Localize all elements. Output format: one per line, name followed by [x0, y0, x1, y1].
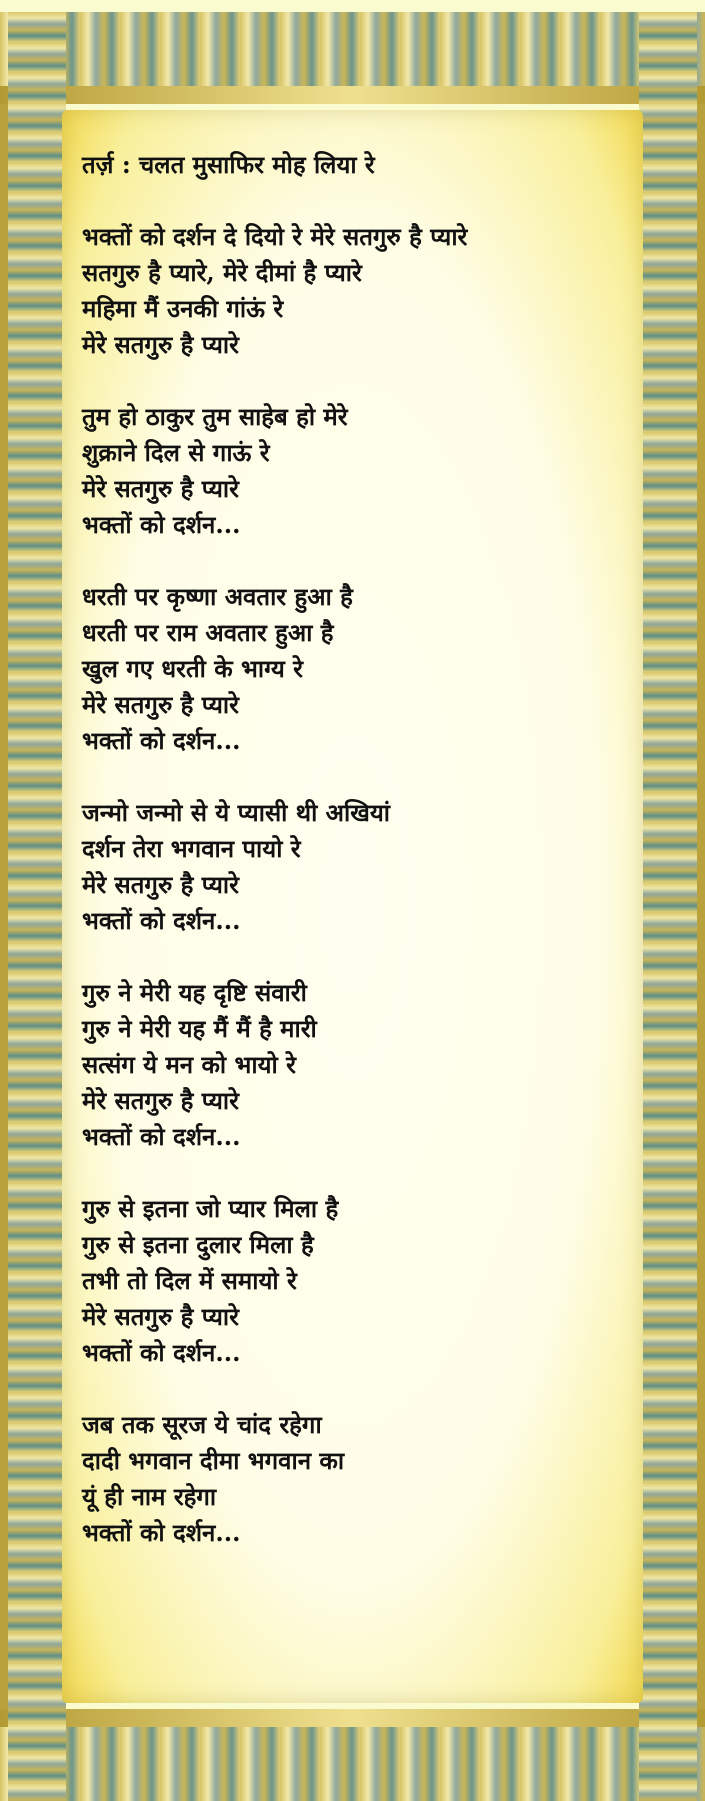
lyric-line: गुरु से इतना दुलार मिला है [82, 1230, 314, 1259]
frame-bottom-ornament [0, 1709, 705, 1801]
lyric-line: मेरे सतगुरु है प्यारे [82, 474, 239, 503]
lyric-line: मेरे सतगुरु है प्यारे [82, 690, 239, 719]
lyric-line: मेरे सतगुरु है प्यारे [82, 870, 239, 899]
lyric-line: दादी भगवान दीमा भगवान का [82, 1446, 345, 1475]
lyric-line: गुरु से इतना जो प्यार मिला है [82, 1194, 339, 1223]
tune-line: तर्ज़ : चलत मुसाफिर मोह लिया रे [82, 150, 375, 179]
lyric-line: भक्तों को दर्शन... [82, 906, 241, 935]
stanza-spacer [82, 1371, 642, 1407]
lyric-line: सत्संग ये मन को भायो रे [82, 1050, 296, 1079]
lyric-line: खुल गए धरती के भाग्य रे [82, 654, 303, 683]
lyric-line: जब तक सूरज ये चांद रहेगा [82, 1410, 322, 1439]
lyric-line: तभी तो दिल में समायो रे [82, 1266, 297, 1295]
lyric-line: गुरु ने मेरी यह दृष्टि संवारी [82, 978, 307, 1007]
lyric-line: भक्तों को दर्शन... [82, 1338, 241, 1367]
frame-left-ornament [8, 12, 66, 1801]
lyric-line: तुम हो ठाकुर तुम साहेब हो मेरे [82, 402, 348, 431]
lyrics-content [82, 147, 642, 1551]
stanza-6 [82, 1191, 642, 1371]
lyric-line: मेरे सतगुरु है प्यारे [82, 330, 239, 359]
lyric-line: मेरे सतगुरु है प्यारे [82, 1302, 239, 1331]
stanza-4 [82, 795, 642, 939]
lyric-line: भक्तों को दर्शन... [82, 1122, 241, 1151]
lyric-line: यूं ही नाम रहेगा [82, 1482, 217, 1511]
stanza-spacer [82, 363, 642, 399]
lyric-line: धरती पर राम अवतार हुआ है [82, 618, 334, 647]
lyric-line: भक्तों को दर्शन दे दियो रे मेरे सतगुरु है प्यारे [82, 222, 468, 251]
stanza-3 [82, 579, 642, 759]
stanza-spacer [82, 1155, 642, 1191]
stanza-5 [82, 975, 642, 1155]
lyric-line: भक्तों को दर्शन... [82, 1518, 241, 1547]
lyric-line: जन्मो जन्मो से ये प्यासी थी अखियां [82, 798, 390, 827]
lyric-line: मेरे सतगुरु है प्यारे [82, 1086, 239, 1115]
stanza-spacer [82, 183, 642, 219]
lyric-line: महिमा मैं उनकी गांऊं रे [82, 294, 284, 323]
stanza-7 [82, 1407, 642, 1551]
lyric-line: दर्शन तेरा भगवान पायो रे [82, 834, 301, 863]
lyric-line: भक्तों को दर्शन... [82, 510, 241, 539]
stanza-spacer [82, 759, 642, 795]
lyric-line: सतगुरु है प्यारे, मेरे दीमां है प्यारे [82, 258, 362, 287]
lyric-line: भक्तों को दर्शन... [82, 726, 241, 755]
stanza-spacer [82, 543, 642, 579]
stanza-spacer [82, 939, 642, 975]
lyric-line: धरती पर कृष्णा अवतार हुआ है [82, 582, 353, 611]
lyric-line: गुरु ने मेरी यह मैं मैं है मारी [82, 1014, 317, 1043]
frame-top-ornament [0, 12, 705, 104]
stanza-2 [82, 399, 642, 543]
lyric-line: शुक्राने दिल से गाऊं रे [82, 438, 270, 467]
frame-right-ornament [639, 12, 697, 1801]
stanza-1 [82, 219, 642, 363]
